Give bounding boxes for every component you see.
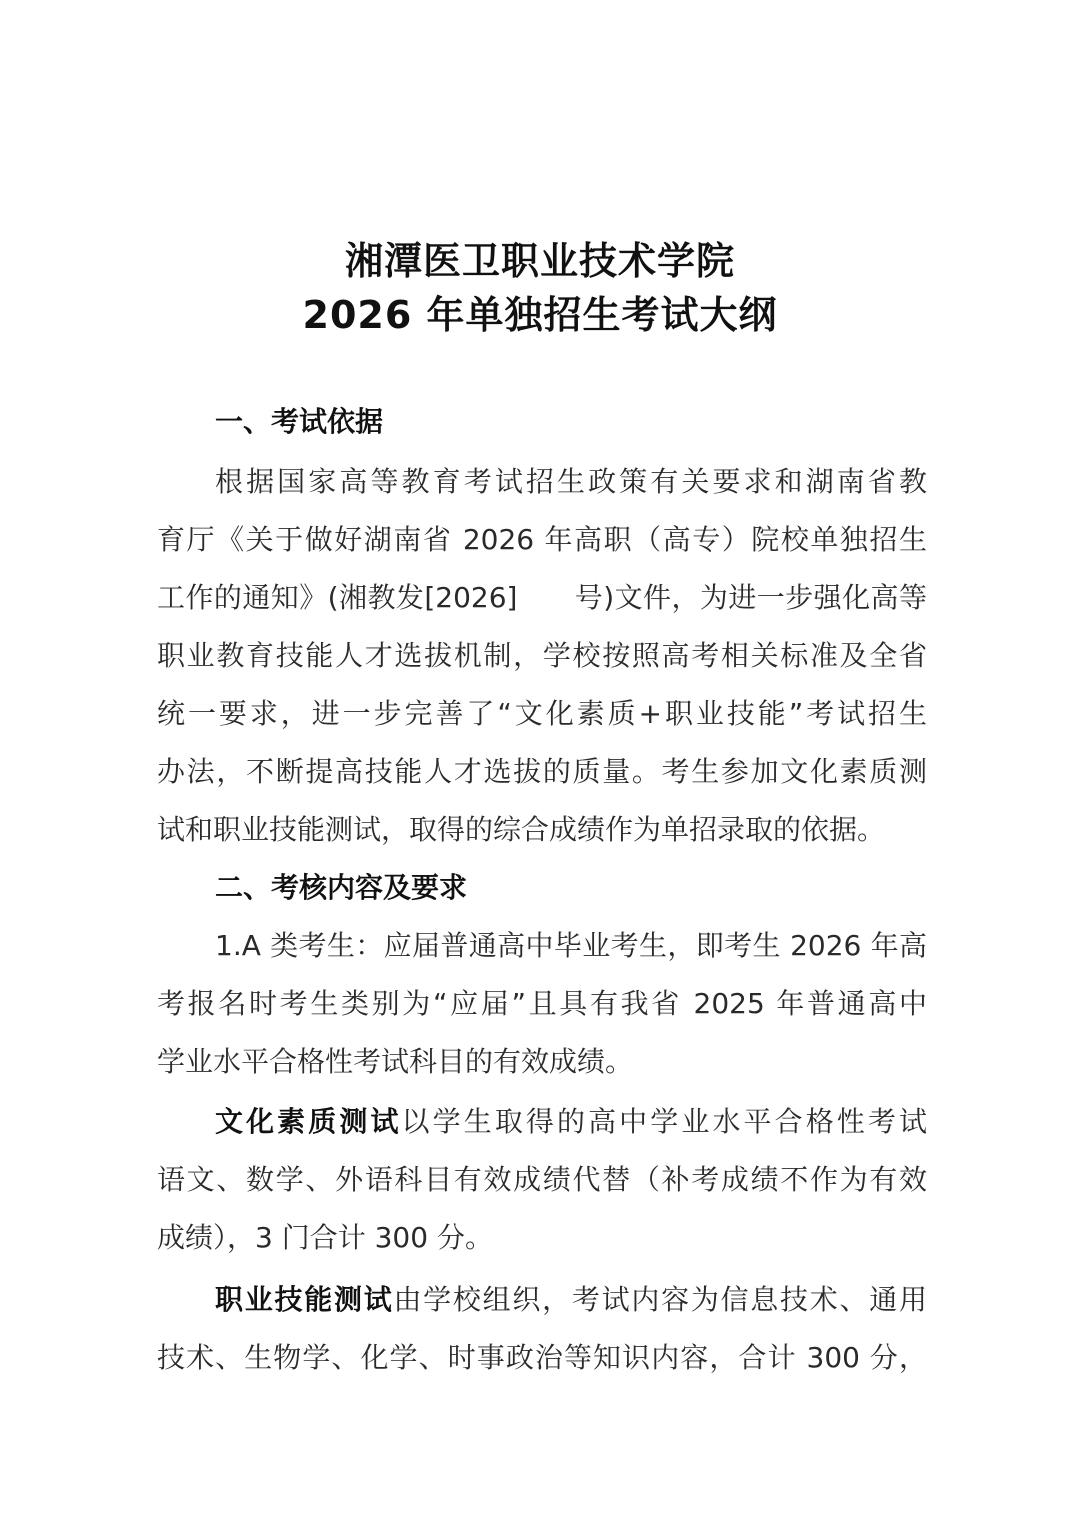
section-heading-content-requirements: 二、考核内容及要求 xyxy=(215,871,468,904)
skill-test-line xyxy=(215,1280,927,1320)
paragraph-line: 育厅《关于做好湖南省 2026 年高职（高专）院校单独招生 xyxy=(157,523,927,556)
skill-test-label: 职业技能测试 xyxy=(215,1283,394,1316)
paragraph-line: 考报名时考生类别为“应届”且具有我省 2025 年普通高中 xyxy=(157,987,927,1020)
paragraph-line: 职业教育技能人才选拔机制，学校按照高考相关标准及全省 xyxy=(157,639,927,672)
paragraph-line: 1.A 类考生：应届普通高中毕业考生，即考生 2026 年高 xyxy=(215,929,927,962)
paragraph-line: 统一要求，进一步完善了“文化素质+职业技能”考试招生 xyxy=(157,697,927,730)
paragraph-line: 根据国家高等教育考试招生政策有关要求和湖南省教 xyxy=(215,465,927,498)
skill-test-text: 由学校组织，考试内容为信息技术、通用 xyxy=(393,1283,927,1316)
culture-test-label: 文化素质测试 xyxy=(215,1105,402,1138)
paragraph-line: 试和职业技能测试，取得的综合成绩作为单招录取的依据。 xyxy=(157,813,886,846)
section-heading-exam-basis: 一、考试依据 xyxy=(215,405,384,438)
culture-test-line xyxy=(215,1102,927,1142)
paragraph-line: 技术、生物学、化学、时事政治等知识内容，合计 300 分， xyxy=(157,1341,927,1374)
paragraph-line: 语文、数学、外语科目有效成绩代替（补考成绩不作为有效 xyxy=(157,1163,927,1196)
paragraph-line: 成绩），3 门合计 300 分。 xyxy=(157,1221,493,1254)
culture-test-text: 以学生取得的高中学业水平合格性考试 xyxy=(401,1105,927,1138)
document-title-subject: 2026 年单独招生考试大纲 xyxy=(302,293,778,337)
paragraph-line: 工作的通知》(湘教发[2026] 号)文件，为进一步强化高等 xyxy=(157,581,927,614)
document-title-school: 湘潭医卫职业技术学院 xyxy=(344,239,735,283)
paragraph-line: 学业水平合格性考试科目的有效成绩。 xyxy=(157,1045,634,1078)
paragraph-line: 办法，不断提高技能人才选拔的质量。考生参加文化素质测 xyxy=(157,755,927,788)
